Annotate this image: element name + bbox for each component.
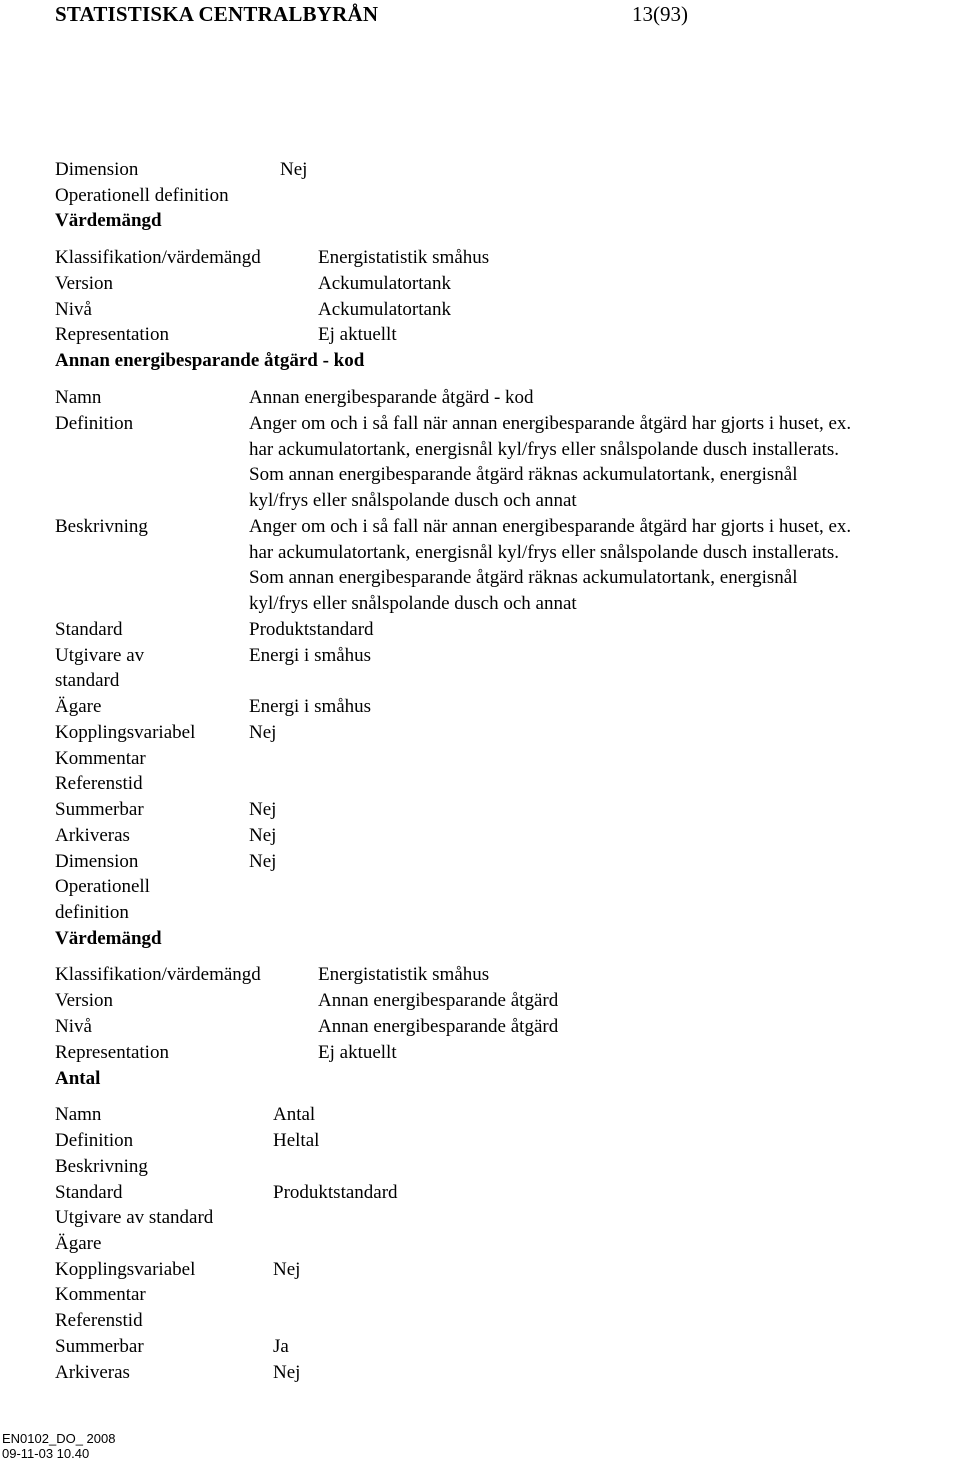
s3-koppling-value: Nej xyxy=(273,1259,301,1280)
s3-beskrivning-label: Beskrivning xyxy=(55,1156,148,1177)
s2-klass-label: Klassifikation/värdemängd xyxy=(55,964,261,985)
s3-referenstid-label: Referenstid xyxy=(55,1310,143,1331)
s2-vardemangd-label: Värdemängd xyxy=(55,928,162,949)
s2-opdef-label-cont: definition xyxy=(55,902,129,923)
s1-vardemangd-label: Värdemängd xyxy=(55,210,162,231)
s2-referenstid-label: Referenstid xyxy=(55,773,143,794)
s2-opdef-label: Operationell xyxy=(55,876,150,897)
s2-niva-label: Nivå xyxy=(55,1016,92,1037)
s3-title: Antal xyxy=(55,1068,101,1089)
s2-definition-line: har ackumulatortank, energisnål kyl/frys eller snålspolande dusch installerats. xyxy=(249,438,840,460)
s2-summerbar-label: Summerbar xyxy=(55,799,144,820)
s1-repr-value: Ej aktuellt xyxy=(318,324,397,345)
s2-version-value: Annan energibesparande åtgärd xyxy=(318,990,559,1011)
s2-koppling-value: Nej xyxy=(249,722,277,743)
s1-version-value: Ackumulatortank xyxy=(318,273,451,294)
s3-agare-label: Ägare xyxy=(55,1233,102,1254)
s1-klass-label: Klassifikation/värdemängd xyxy=(55,247,261,268)
s2-dimension-label: Dimension xyxy=(55,851,139,872)
footer-doc-id: EN0102_DO_ 2008 xyxy=(2,1431,116,1446)
s2-beskrivning-line: har ackumulatortank, energisnål kyl/frys eller snålspolande dusch installerats. xyxy=(249,541,840,563)
s3-definition-label: Definition xyxy=(55,1130,134,1151)
s2-beskrivning-line: kyl/frys eller snålspolande dusch och annat xyxy=(249,593,577,615)
s2-beskrivning-line: Anger om och i så fall när annan energibesparande åtgärd har gjorts i huset, ex. xyxy=(249,516,852,537)
s2-niva-value: Annan energibesparande åtgärd xyxy=(318,1016,559,1037)
s1-niva-label: Nivå xyxy=(55,299,92,320)
footer-date: 09-11-03 10.40 xyxy=(2,1446,90,1461)
header-organization: STATISTISKA CENTRALBYRÅN xyxy=(55,2,379,26)
s2-standard-value: Produktstandard xyxy=(249,619,374,640)
s2-klass-value: Energistatistik småhus xyxy=(318,964,490,985)
s3-summerbar-label: Summerbar xyxy=(55,1336,144,1357)
s2-utgivare-value: Energi i småhus xyxy=(249,645,372,666)
s3-definition-value: Heltal xyxy=(273,1130,320,1151)
s2-summerbar-value: Nej xyxy=(249,799,277,820)
s2-beskrivning-line: Som annan energibesparande åtgärd räknas ackumulatortank, energisnål xyxy=(249,567,798,589)
s2-agare-value: Energi i småhus xyxy=(249,696,372,717)
s3-standard-value: Produktstandard xyxy=(273,1182,398,1203)
s2-repr-label: Representation xyxy=(55,1042,169,1063)
s2-arkiveras-value: Nej xyxy=(249,825,277,846)
s1-dimension-label: Dimension xyxy=(55,159,139,180)
s2-standard-label: Standard xyxy=(55,619,123,640)
s2-arkiveras-label: Arkiveras xyxy=(55,825,130,846)
s2-definition-label: Definition xyxy=(55,413,134,434)
s2-version-label: Version xyxy=(55,990,114,1011)
s3-arkiveras-value: Nej xyxy=(273,1362,301,1383)
s3-utgivare-label: Utgivare av standard xyxy=(55,1207,214,1228)
s3-summerbar-value: Ja xyxy=(273,1336,289,1357)
s2-utgivare-label: Utgivare av xyxy=(55,645,145,666)
s3-kommentar-label: Kommentar xyxy=(55,1284,146,1305)
s2-definition-line: Anger om och i så fall när annan energibesparande åtgärd har gjorts i huset, ex. xyxy=(249,413,852,434)
s2-utgivare-label-cont: standard xyxy=(55,670,120,691)
s2-namn-label: Namn xyxy=(55,387,102,408)
s1-repr-label: Representation xyxy=(55,324,169,345)
s3-standard-label: Standard xyxy=(55,1182,123,1203)
s1-klass-value: Energistatistik småhus xyxy=(318,247,490,268)
s2-beskrivning-text xyxy=(249,514,957,617)
s3-arkiveras-label: Arkiveras xyxy=(55,1362,130,1383)
s2-definition-text xyxy=(249,411,957,514)
s2-repr-value: Ej aktuellt xyxy=(318,1042,397,1063)
s1-opdef-label: Operationell definition xyxy=(55,185,229,206)
s1-dimension-value: Nej xyxy=(280,159,308,180)
s2-beskrivning-label: Beskrivning xyxy=(55,516,148,537)
s2-agare-label: Ägare xyxy=(55,696,102,717)
s2-title: Annan energibesparande åtgärd - kod xyxy=(55,350,365,371)
header-page-number: 13(93) xyxy=(632,2,688,26)
s3-koppling-label: Kopplingsvariabel xyxy=(55,1259,196,1280)
s2-definition-line: kyl/frys eller snålspolande dusch och annat xyxy=(249,490,577,512)
s2-koppling-label: Kopplingsvariabel xyxy=(55,722,196,743)
s2-namn-value: Annan energibesparande åtgärd - kod xyxy=(249,387,534,408)
s1-version-label: Version xyxy=(55,273,114,294)
s2-kommentar-label: Kommentar xyxy=(55,748,146,769)
s2-dimension-value: Nej xyxy=(249,851,277,872)
s3-namn-value: Antal xyxy=(273,1104,316,1125)
s1-niva-value: Ackumulatortank xyxy=(318,299,451,320)
s2-definition-line: Som annan energibesparande åtgärd räknas ackumulatortank, energisnål xyxy=(249,464,798,486)
s3-namn-label: Namn xyxy=(55,1104,102,1125)
